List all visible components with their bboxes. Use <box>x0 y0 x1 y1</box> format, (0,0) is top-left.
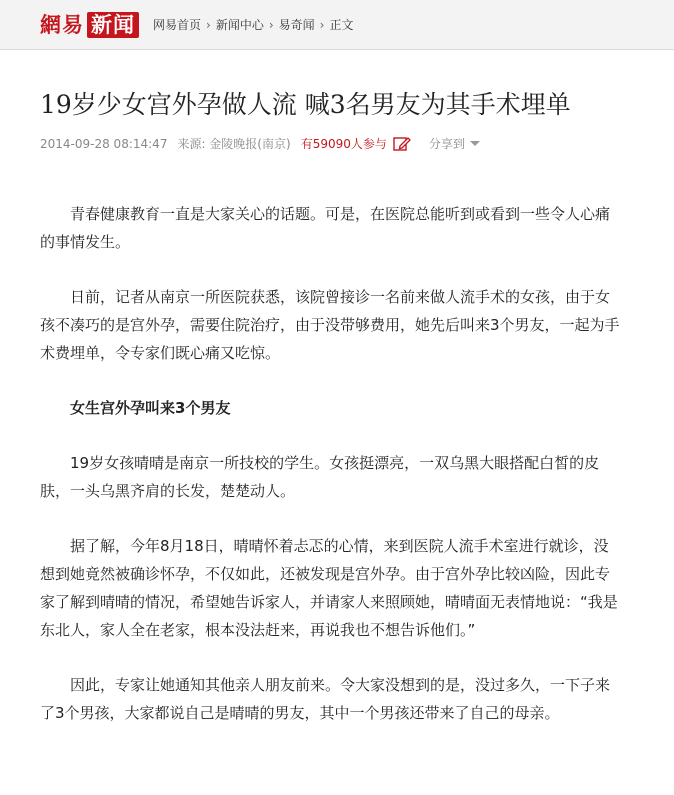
article-subheading: 女生宫外孕叫来3个男友 <box>70 399 231 417</box>
article-paragraph: 据了解，今年8月18日，晴晴怀着忐忑的心情，来到医院人流手术室进行就诊，没想到她竟然被确诊怀孕，不仅如此，还被发现是宫外孕。由于宫外孕比较凶险，因此专家了解到晴晴的情况，希望她告诉家人，并请家人来照顾她，晴晴面无表情地说：“我是东北人，家人全在老家，根本没法赶来，再说我也不想告诉他们。” <box>40 537 618 639</box>
netease-news-logo[interactable] <box>40 12 139 38</box>
article-title: 19岁少女宫外孕做人流 喊3名男友为其手术埋单 <box>40 90 571 119</box>
article-meta <box>40 135 674 152</box>
logo-main-text: 網易 <box>40 11 84 37</box>
caret-down-icon <box>470 141 480 146</box>
article-paragraph: 青春健康教育一直是大家关心的话题。可是，在医院总能听到或看到一些令人心痛的事情发生。 <box>40 205 611 251</box>
logo-badge-text: 新闻 <box>87 12 139 38</box>
article-paragraph: 因此，专家让她通知其他亲人朋友前来。令大家没想到的是，没过多久，一下子来了3个男孩，大家都说自己是晴晴的男友，其中一个男孩还带来了自己的母亲。 <box>40 676 611 722</box>
breadcrumb-news-center-link[interactable]: 新闻中心 <box>215 18 264 32</box>
article-body <box>40 200 620 754</box>
comment-edit-icon[interactable] <box>393 136 411 152</box>
participants-link[interactable]: 有59090人参与 <box>300 137 387 151</box>
article-paragraph: 日前，记者从南京一所医院获悉，该院曾接诊一名前来做人流手术的女孩，由于女孩不凑巧的是宫外孕，需要住院治疗，由于没带够费用，她先后叫来3个男友，一起为手术费埋单，令专家们既心痛又吃惊。 <box>40 288 620 362</box>
breadcrumb-category-link[interactable]: 易奇闻 <box>278 18 315 32</box>
breadcrumb-separator-icon: › <box>206 17 211 32</box>
breadcrumb <box>153 16 354 33</box>
breadcrumb-separator-icon: › <box>319 17 325 32</box>
article-paragraph: 19岁女孩晴晴是南京一所技校的学生。女孩挺漂亮，一双乌黑大眼搭配白皙的皮肤，一头乌黑齐肩的长发，楚楚动人。 <box>40 454 600 500</box>
top-navigation-bar <box>0 0 674 50</box>
breadcrumb-current: 正文 <box>329 18 354 32</box>
article-source: 来源: 金陵晚报(南京) <box>177 137 291 151</box>
breadcrumb-home-link[interactable]: 网易首页 <box>153 18 202 32</box>
share-dropdown[interactable] <box>429 135 480 152</box>
breadcrumb-separator-icon: › <box>268 17 274 32</box>
article-datetime: 2014-09-28 08:14:47 <box>40 136 168 151</box>
share-label: 分享到 <box>428 137 465 151</box>
